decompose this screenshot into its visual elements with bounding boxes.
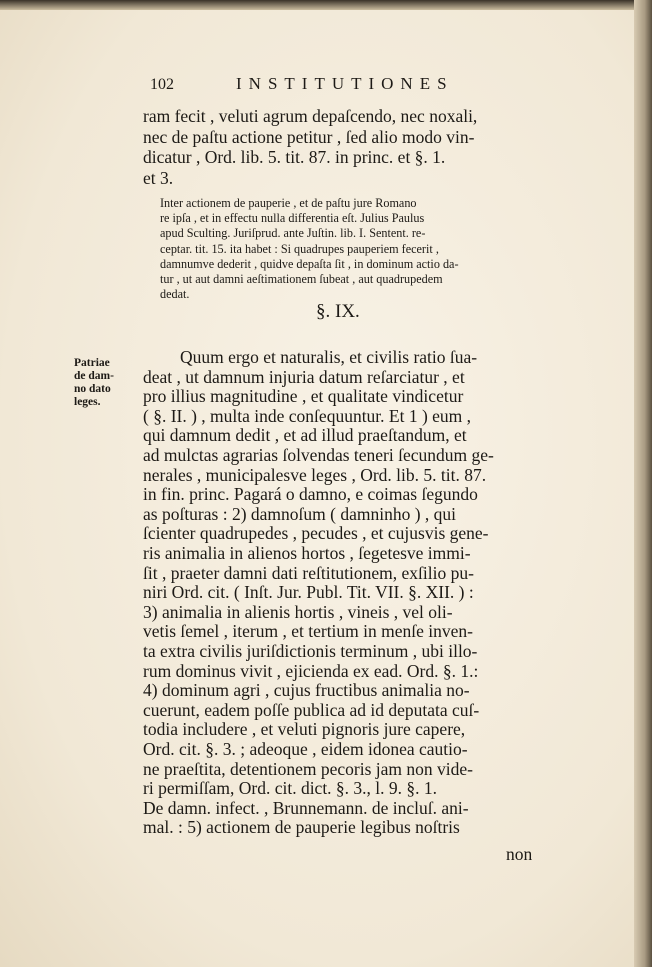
- page-header: [150, 74, 550, 100]
- margin-note-line: Patriae: [74, 357, 110, 369]
- text-line: ( §. II. ) , multa inde conſequuntur. Et 1 ) eum ,: [143, 405, 472, 426]
- book-spine-shadow: [634, 0, 652, 967]
- text-line: in fin. princ. Pagará o damno, e coimas ſegundo: [143, 484, 478, 505]
- text-line: nerales , municipalesve leges , Ord. lib. 5. tit. 87.: [143, 464, 487, 485]
- text-line: 3) animalia in alienis hortis , vineis , vel oli-: [143, 601, 453, 622]
- text-line: Inter actionem de pauperie , et de paſtu jure Romano: [160, 196, 417, 210]
- catchword: non: [506, 844, 533, 864]
- margin-note: [74, 357, 114, 409]
- text-line: tur , ut aut damni aeſtimationem ſubeat , aut quadrupedem: [160, 272, 443, 286]
- text-line: apud Sculting. Juriſprud. ante Juſtin. lib. I. Sentent. re-: [160, 226, 426, 241]
- text-line: De damn. infect. , Brunnemann. de incluſ. ani-: [143, 797, 469, 818]
- text-line: ad mulctas agrarias ſolvendas teneri ſecundum ge-: [143, 445, 494, 465]
- text-line: as poſturas : 2) damnoſum ( damninho ) , qui: [143, 503, 457, 524]
- text-line: pro illius magnitudine , et qualitate vindicetur: [143, 386, 464, 407]
- text-line: deat , ut damnum injuria datum reſarciatur , et: [143, 366, 465, 387]
- margin-note-line: no dato: [74, 383, 111, 395]
- margin-note-line: leges.: [74, 396, 101, 408]
- text-line: ſit , praeter damni dati reſtitutionem, exſilio pu-: [143, 562, 474, 583]
- text-line: dedat.: [160, 287, 190, 302]
- text-line: ri permiſſam, Ord. cit. dict. §. 3., l. 9. §. 1.: [143, 778, 438, 799]
- text-line: ne praeſtita, detentionem pecoris jam non vide-: [143, 758, 473, 779]
- text-line: niri Ord. cit. ( Inſt. Jur. Publ. Tit. VII. §. XII. ) :: [143, 582, 474, 603]
- text-line: ſcienter quadrupedes , pecudes , et cujusvis gene-: [143, 523, 489, 544]
- text-line: re ipſa , et in effectu nulla differentia eſt. Julius Paulus: [160, 211, 425, 226]
- text-line: ta extra civilis juriſdictionis terminum , ubi illo-: [143, 641, 478, 661]
- text-line: ris animalia in alienos hortos , ſegetesve immi-: [143, 543, 471, 563]
- text-line: cuerunt, eadem poſſe publica ad id deputata cuſ-: [143, 699, 480, 720]
- text-line: et 3.: [143, 167, 174, 188]
- section-heading: §. IX.: [316, 301, 360, 322]
- text-line: rum dominus vivit , ejicienda ex ead. Ord. §. 1.:: [143, 660, 479, 681]
- text-line: 4) dominum agri , cujus fructibus animalia no-: [143, 680, 470, 701]
- text-line: damnumve dederit , quidve depaſta ſit , in dominum actio da-: [160, 256, 459, 271]
- running-title: INSTITUTIONES: [236, 74, 454, 93]
- text-line: qui damnum dedit , et ad illud praeſtandum, et: [143, 425, 467, 446]
- text-line: ram fecit , veluti agrum depaſcendo, nec noxali,: [143, 106, 478, 126]
- text-line: ceptar. tit. 15. ita habet : Si quadrupes pauperiem fecerit ,: [160, 241, 439, 256]
- text-line: Quum ergo et naturalis, et civilis ratio ſua-: [180, 347, 478, 367]
- text-line: nec de paſtu actione petitur , ſed alio modo vin-: [143, 126, 475, 147]
- text-line: vetis ſemel , iterum , et tertium in menſe inven-: [143, 621, 473, 642]
- text-line: dicatur , Ord. lib. 5. tit. 87. in princ. et §. 1.: [143, 147, 446, 167]
- page-number: 102: [150, 76, 174, 93]
- text-line: Ord. cit. §. 3. ; adeoque , eidem idonea cautio-: [143, 739, 468, 759]
- page-top-edge: [0, 0, 652, 10]
- margin-note-line: de dam-: [74, 370, 114, 382]
- text-line: todia includere , et veluti pignoris jure capere,: [143, 719, 466, 740]
- text-line: mal. : 5) actionem de pauperie legibus noſtris: [143, 817, 460, 838]
